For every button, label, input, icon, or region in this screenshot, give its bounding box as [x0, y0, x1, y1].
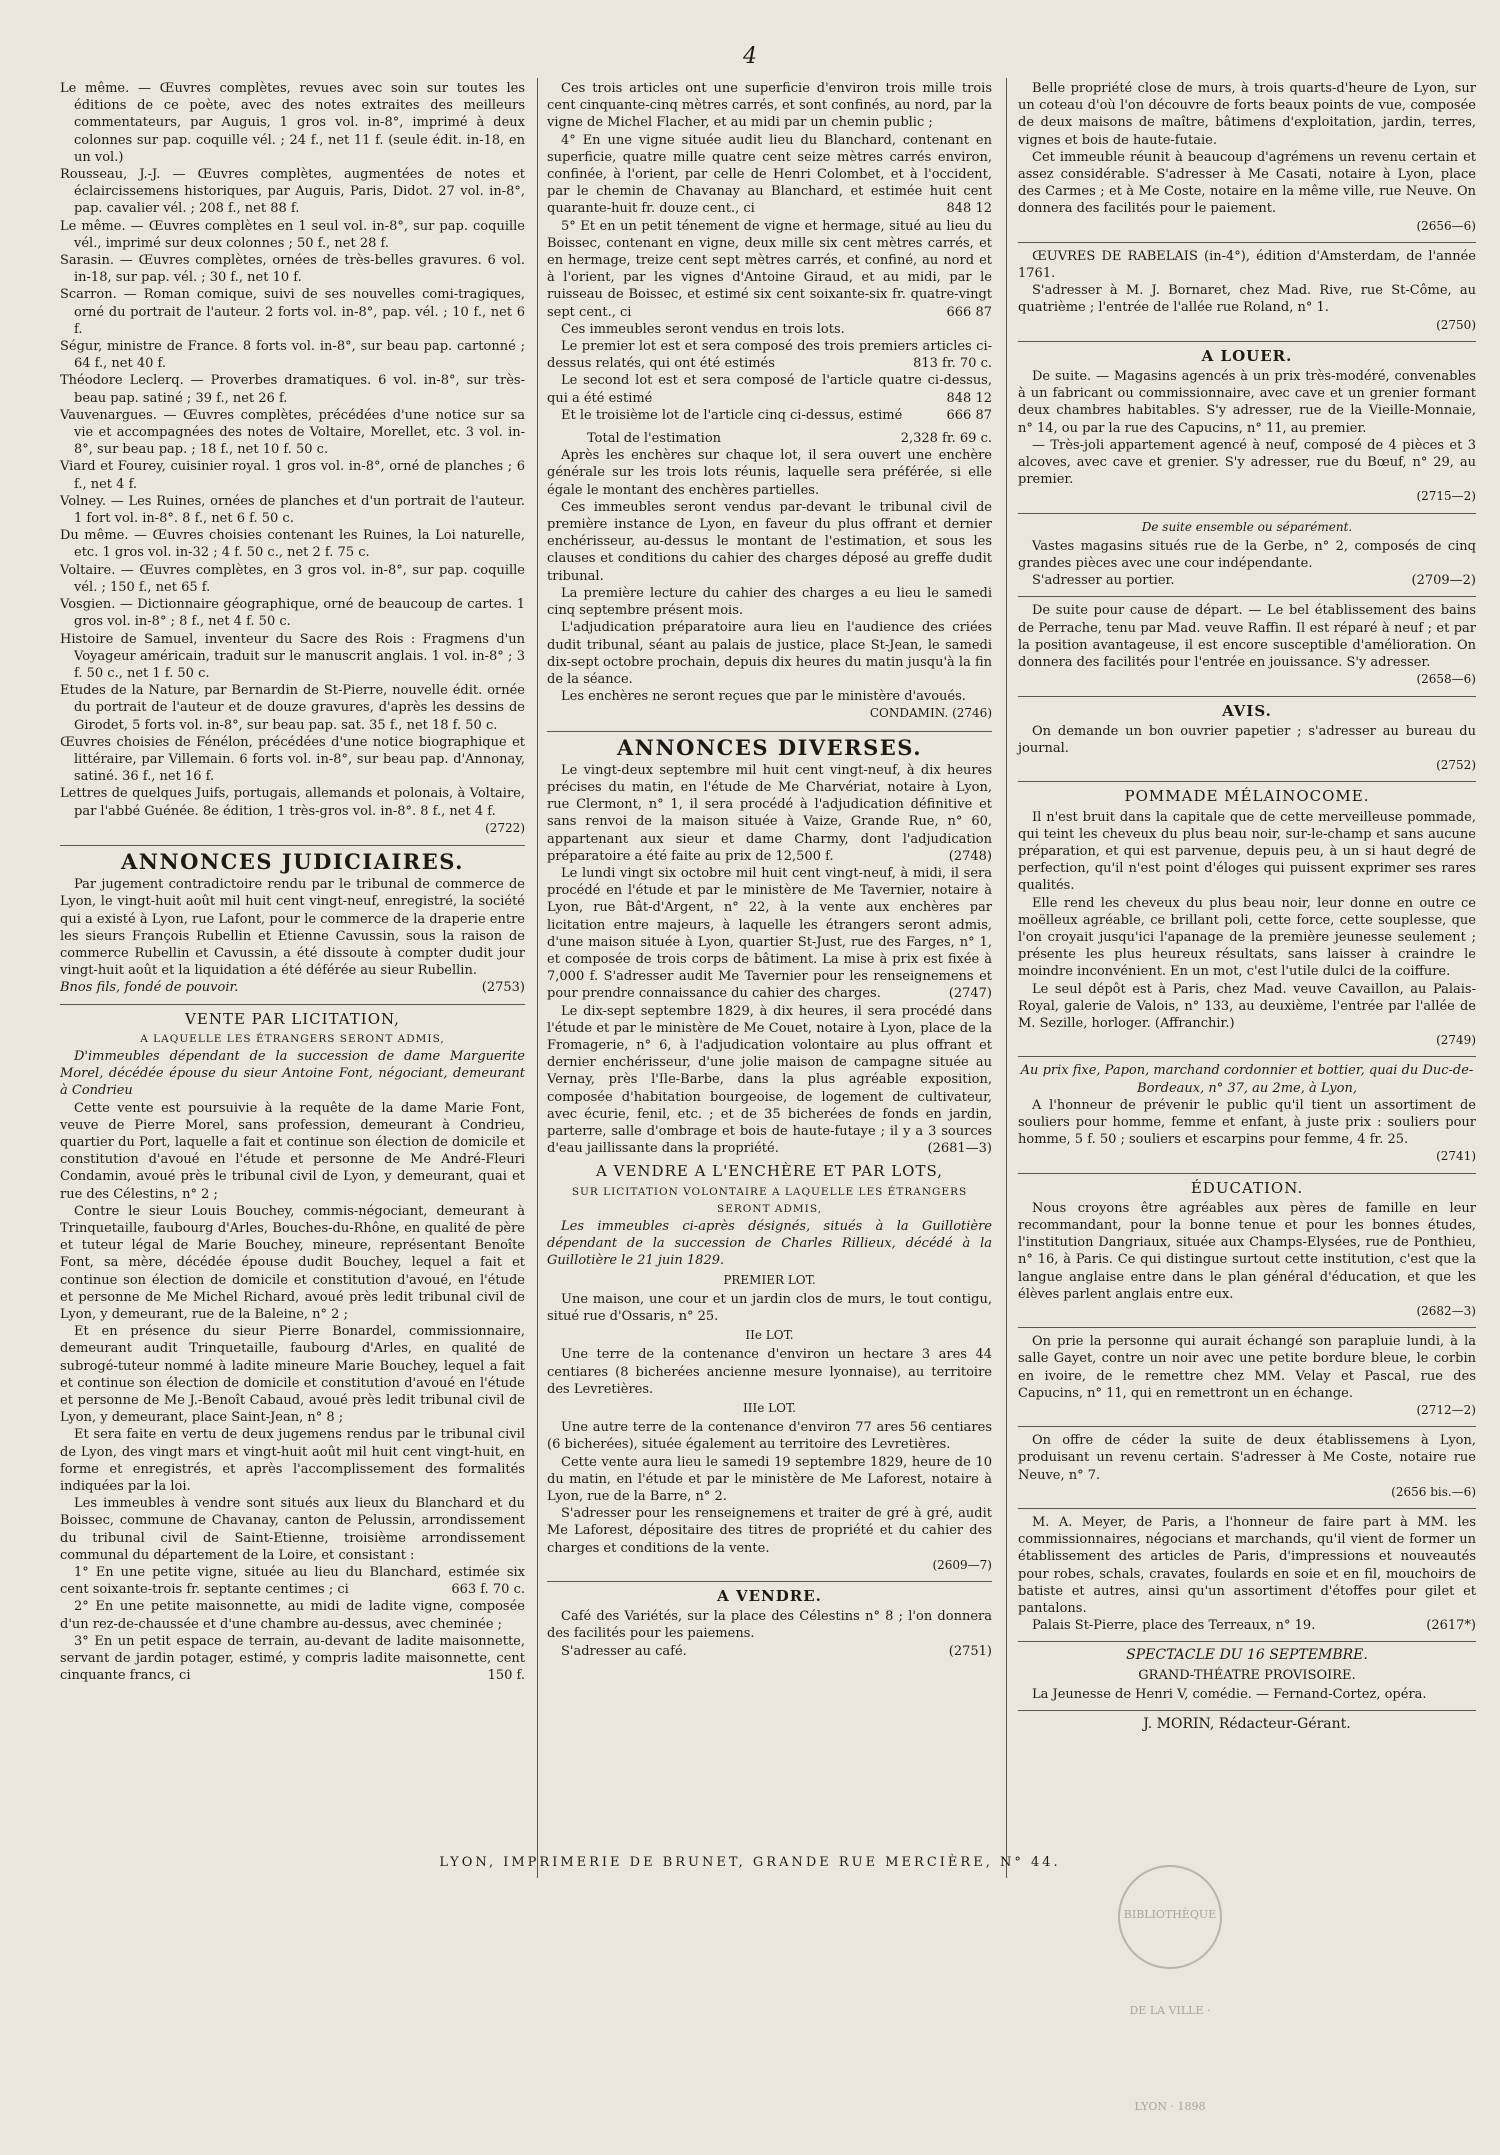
pommade-paragraph: Il n'est bruit dans la capitale que de cette merveilleuse pommade, qui teint les cheveux du plus beau noir, sur-le-champ et sans aucune préparation, et qui est parvenue, depuis peu, à un si haut degré de perfection, qu'il n'est point d'éloges qui puissent exprimer ses rares qualités. [1018, 809, 1476, 894]
rabelais-text2: S'adresser à M. J. Bornaret, chez Mad. Rive, rue St-Côme, au quatrième ; l'entrée de l'allée rue Roland, n° 1. [1018, 283, 1476, 316]
catalogue-ref: (2722) [485, 820, 525, 835]
lot2-text: Une terre de la contenance d'environ un hectare 3 ares 44 centiares (8 bicherées ancienne mesure lyonnaise), au territoire des Levretières. [547, 1347, 992, 1397]
louer3b: S'adresser au portier. [1032, 573, 1175, 589]
louer4: De suite pour cause de départ. — Le bel établissement des bains de Perrache, tenu par Mad. veuve Raffin. Il est réparé à neuf ; et par la position avantageuse, il est encore susceptible d'amélioration. On donnera des facilités pour l'entrée en jouissance. S'y adresser. [1018, 603, 1476, 671]
divider [1018, 1508, 1476, 1509]
catalogue-entry: Sarasin. — Œuvres complètes, ornées de très-belles gravures. 6 vol. in-18, sur pap. vél. ; 30 f., net 10 f. [60, 253, 525, 286]
cession-text: On offre de céder la suite de deux établissemens à Lyon, produisant un revenu certain. S'adresser à Me Coste, notaire rue Neuve, n° 7. [1018, 1433, 1476, 1483]
propriete-text: Belle propriété close de murs, à trois quarts-d'heure de Lyon, sur un coteau d'où l'on découvre de forts beaux points de vue, composée de deux maisons de maître, bâtimens d'exploitation, jardin, terres, vignes et bois de haute-futaie. [1018, 81, 1476, 148]
diverse-annonce-amount: (2681—3) [927, 1141, 992, 1157]
redacteur: J. MORIN, Rédacteur-Gérant. [1143, 1716, 1351, 1733]
catalogue-entry: Théodore Leclerq. — Proverbes dramatiques. 6 vol. in-8°, sur très-beau pap. satiné ; 39 f., net 26 f. [60, 373, 525, 406]
article-amount: 663 f. 70 c. [451, 1582, 525, 1598]
article-text: 1° En une petite vigne, située au lieu du Blanchard, estimée six cent soixante-trois fr. septante centimes ; ci [60, 1565, 525, 1598]
divider [1018, 513, 1476, 514]
jugement-text: Par jugement contradictoire rendu par le tribunal de commerce de Lyon, le vingt-huit août mil huit cent vingt-neuf, enregistré, la société qui a existé à Lyon, rue Lafont, pour le commerce de la draperie entre les sieurs François Rubellin et Etienne Cavussin, sous la raison de commerce Rubellin et Cavussin, a été dissoute à compter dudit jour vingt-huit août et la liquidation a été déférée au sieur Rubellin. [60, 877, 525, 979]
lot3-text: Une autre terre de la contenance d'environ 77 ares 56 centiares (6 bicherées), située également au territoire des Levretières. [547, 1420, 992, 1453]
divider [1018, 242, 1476, 243]
divider [1018, 1056, 1476, 1057]
article [60, 1598, 525, 1632]
parapluie-ref: (2712—2) [1416, 1403, 1476, 1418]
vente-ref: (2746) [952, 706, 992, 721]
divider [1018, 1710, 1476, 1711]
avendre-text2: S'adresser au café. [561, 1643, 687, 1659]
jugement-sig: Bnos fils, fondé de pouvoir. [60, 980, 239, 996]
louer1: De suite. — Magasins agencés à un prix très-modéré, convenables à un fabricant ou commissionnaire, avec cave et un grenier formant deux chambres habitables. S'y adresser, rue de la Vieille-Monnaie, n° 14, ou par la rue des Capucins, n° 11, au premier. [1018, 369, 1476, 436]
vente-sub: A LAQUELLE LES ÉTRANGERS SERONT ADMIS, [140, 1032, 445, 1045]
article [547, 132, 992, 218]
vente-paragraph: Contre le sieur Louis Bouchey, commis-négociant, demeurant à Trinquetaille, faubourg d'Arles, Bouches-du-Rhône, en qualité de père et tuteur légal de Marie Bouchey, mineure, représentant Benoîte Font, sa mère, décédée épouse dudit Bouchey, lequel a fait et continue son élection de domicile et constitution d'avoué, en l'étude et personne de Me Michel Richard, avoué près ledit tribunal civil de Lyon, y demeurant, rue de la Baleine, n° 2 ; [60, 1203, 525, 1323]
article [547, 218, 992, 321]
vente-paragraph: Les immeubles à vendre sont situés aux lieux du Blanchard et du Boissec, commune de Chavanay, canton de Pelussin, arrondissement du tribunal civil de Saint-Etienne, troisième arrondissement communal du département de la Loire, et consistant : [60, 1496, 525, 1563]
spectacle-sub: GRAND-THÉATRE PROVISOIRE. [1138, 1667, 1356, 1683]
divider [1018, 1426, 1476, 1427]
diverse-annonce-amount: (2748) [948, 848, 992, 864]
column-1 [60, 80, 525, 1684]
enchere-ref: (2609—7) [932, 1557, 992, 1572]
article-amount: 666 87 [946, 304, 992, 320]
meyer-ref: (2617*) [1426, 1618, 1476, 1634]
cession-ref: (2656 bis.—6) [1391, 1484, 1476, 1499]
vente-signature [547, 705, 992, 722]
lot-line-amount: 813 fr. 70 c. [913, 356, 992, 372]
avendre-text: Café des Variétés, sur la place des Célestins n° 8 ; l'on donnera des facilités pour les paiemens. [547, 1609, 992, 1642]
imprint-footer: LYON, IMPRIMERIE DE BRUNET, GRANDE RUE MERCIÈRE, N° 44. [439, 1855, 1061, 1870]
enchere-intro: Les immeubles ci-après désignés, situés à la Guillotière dépendant de la succession de Charles Rillieux, décédé à la Guillotière le 21 juin 1829. [547, 1219, 992, 1269]
spectacle-text: La Jeunesse de Henri V, comédie. — Fernand-Cortez, opéra. [1032, 1686, 1427, 1702]
lot-line-text: Et le troisième lot de l'article cinq ci-dessus, estimé [561, 407, 903, 423]
enchere-sub: SUR LICITATION VOLONTAIRE A LAQUELLE LES ÉTRANGERS SERONT ADMIS, [571, 1185, 968, 1215]
pommade-paragraph: Le seul dépôt est à Paris, chez Mad. veuve Cavaillon, au Palais-Royal, galerie de Valois, n° 133, au deuxième, l'entrée par l'allée de M. Sezille, horloger. (Affranchir.) [1018, 981, 1476, 1031]
vente-articles [60, 1564, 525, 1684]
rabelais-text: ŒUVRES DE RABELAIS (in-4°), édition d'Amsterdam, de l'année 1761. [1018, 248, 1476, 282]
enchere-paragraph: Cette vente aura lieu le samedi 19 septembre 1829, heure de 10 du matin, en l'étude et par le ministère de Me Laforest, notaire à Lyon, rue de la Barre, n° 2. [547, 1454, 992, 1505]
estimation-total [547, 430, 992, 447]
lot-line-amount: 666 87 [946, 407, 992, 423]
lot-line [547, 338, 992, 372]
lot-line-text: Ces immeubles seront vendus en trois lots. [561, 321, 845, 337]
vente-paragraph: Et en présence du sieur Pierre Bonardel, commissionnaire, demeurant audit Trinquetaille, faubourg d'Arles, en qualité de subrogé-tuteur nommé à ladite mineure Marie Bouchey, lequel a fait et continue son élection de domicile et constitution d'avoué en l'étude et personne de Me J.-Benoît Cabaud, avoué près ledit tribunal civil de Lyon, y demeurant, place Saint-Jean, n° 8 ; [60, 1324, 525, 1426]
louer4-ref: (2658—6) [1416, 672, 1476, 687]
column-3 [1018, 80, 1476, 1733]
total-value: 2,328 fr. 69 c. [900, 431, 992, 447]
alouer-title: A LOUER. [1201, 346, 1293, 365]
diverse-annonce-text: Le vingt-deux septembre mil huit cent vingt-neuf, à dix heures précises du matin, en l'étude de Me Charvériat, notaire à Lyon, rue Clermont, n° 1, il sera procédé à l'adjudication définitive et sans renvoi de la maison située à Vaize, Grande Rue, n° 60, appartenant aux sieur et dame Charmy, dont l'adjudication préparatoire a été faite au prix de 12,500 f. [547, 762, 992, 864]
louer3-ref: (2709—2) [1411, 573, 1476, 589]
lot1-text: Une maison, une cour et un jardin clos de murs, le tout contigu, situé rue d'Ossaris, n° 25. [547, 1291, 992, 1325]
louer3: Vastes magasins situés rue de la Gerbe, n° 2, composés de cinq grandes pièces avec une cour indépendante. [1018, 538, 1476, 572]
vente-paragraph: Et sera faite en vertu de deux jugemens rendus par le tribunal civil de Lyon, des vingt mars et vingt-huit août mil huit cent vingt-huit, en forme et enregistrés, et après l'accomplissement des formalités indiquées par la loi. [60, 1427, 525, 1495]
diverses-title: ANNONCES DIVERSES. [547, 731, 992, 756]
education-title: ÉDUCATION. [1190, 1178, 1304, 1197]
lot-line-text: Le second lot est et sera composé de l'article quatre ci-dessus, qui a été estimé [547, 373, 992, 406]
lot3-title: IIIe LOT. [743, 1401, 796, 1416]
articles-paragraph: Ces trois articles ont une superficie d'environ trois mille trois cent cinquante-cinq mètres carrés, et sont confinés, au nord, par la vigne de Michel Flacher, et au midi par un chemin public ; [547, 81, 992, 131]
lot-line-text: Le premier lot est et sera composé des trois premiers articles ci-dessus relatés, qui ont été estimés [547, 339, 992, 372]
divider [1018, 1173, 1476, 1174]
enchere-paragraph: S'adresser pour les renseignemens et traiter de gré à gré, audit Me Laforest, dépositaire des titres de propriété et du cahier des charges et conditions de la vente. [547, 1506, 992, 1556]
louer2: — Très-joli appartement agencé à neuf, composé de 4 pièces et 3 alcoves, avec cave et grenier. S'y adresser, rue du Bœuf, n° 29, au premier. [1018, 437, 1476, 488]
vente-title: VENTE PAR LICITATION, [185, 1009, 400, 1028]
condition-paragraph: Après les enchères sur chaque lot, il sera ouvert une enchère générale sur les trois lots réunis, laquelle sera préférée, si elle égale le montant des enchères partielles. [547, 448, 992, 498]
enchere-paragraphs [547, 1454, 992, 1557]
papon-text: A l'honneur de prévenir le public qu'il tient un assortiment de souliers pour homme, femme et enfant, à juste prix : souliers pour homme, 5 f. 50 ; souliers et escarpins pour femme, 4 fr. 25. [1018, 1097, 1476, 1148]
enchere-title: A VENDRE A L'ENCHÈRE ET PAR LOTS, [596, 1162, 943, 1181]
papon-ref: (2741) [1436, 1149, 1476, 1164]
diverse-annonce-text: Le dix-sept septembre 1829, à dix heures, il sera procédé dans l'étude et par le ministère de Me Couet, notaire à Lyon, place de la Fromagerie, n° 6, à l'adjudication volontaire au plus offrant et dernier enchérisseur, d'une jolie maison de campagne située au Vernay, près l'Ile-Barbe, dans la plus agréable exposition, composée d'habitation bourgeoise, de logement de cultivateur, avec écurie, fenil, etc. ; et de 35 bicherées de fonds en jardin, parterre, salle d'ombrage et bois de haute-futaye ; il y a 3 sources d'eau jaillissante dans la propriété. [547, 1003, 992, 1157]
divider [1018, 1327, 1476, 1328]
catalogue-entry: Viard et Fourey, cuisinier royal. 1 gros vol. in-8°, orné de planches ; 6 f., net 4 f. [60, 459, 525, 492]
vente-intro: D'immeubles dépendant de la succession de dame Marguerite Morel, décédée épouse du sieur Antoine Font, négociant, demeurant à Condrieu [60, 1048, 525, 1099]
meyer-text: M. A. Meyer, de Paris, a l'honneur de faire part à MM. les commissionnaires, négocians et marchands, qu'il vient de former un établissement des articles de Paris, d'impressions et nouveautés pour robes, schals, cravates, foulards en soie et en fil, mouchoirs de batiste et autres, ainsi qu'un assortiment d'étoffes pour gilet et pantalons. [1018, 1515, 1476, 1617]
catalogue-entry: Ségur, ministre de France. 8 forts vol. in-8°, sur beau pap. cartonné ; 64 f., net 40 f. [60, 339, 525, 372]
catalogue-entry: Etudes de la Nature, par Bernardin de St-Pierre, nouvelle édit. ornée du portrait de l'auteur et de douze gravures, d'après les dessins de Girodet, 5 forts vol. in-8°, sur beau pap. sat. 35 f., net 18 f. 50 c. [60, 683, 525, 733]
vente-paragraphs [60, 1100, 525, 1564]
divider [1018, 1641, 1476, 1642]
parapluie-text: On prie la personne qui aurait échangé son parapluie lundi, à la salle Gayet, contre un noir avec une petite bordure bleue, le corbin en ivoire, de le remettre chez MM. Velay et Pascal, rue des Capucins, n° 11, qui en remettront un en échange. [1018, 1334, 1476, 1401]
article-text: 3° En un petit espace de terrain, au-devant de ladite maisonnette, servant de jardin potager, estimé, y compris ladite maisonnette, cent cinquante francs, ci [60, 1633, 525, 1684]
avendre-line [547, 1643, 992, 1660]
divider [547, 1581, 992, 1582]
louer2-ref: (2715—2) [1416, 489, 1476, 504]
article-amount: 848 12 [946, 201, 992, 217]
lot-line [547, 372, 992, 406]
catalogue-entry: Œuvres choisies de Fénélon, précédées d'une notice biographique et littéraire, par Villemain. 6 forts vol. in-8°, sur beau pap. d'Annonay, satiné. 36 f., net 16 f. [60, 734, 525, 785]
diverses-list [547, 762, 992, 1158]
divider [1018, 696, 1476, 697]
catalogue-entry: Voltaire. — Œuvres complètes, en 3 gros vol. in-8°, sur pap. coquille vél. ; 150 f., net 65 f. [60, 562, 525, 595]
catalogue-entry: Scarron. — Roman comique, suivi de ses nouvelles comi-tragiques, orné du portrait de l'auteur. 2 forts vol. in-8°, pap. vél. ; 10 f., net 6 f. [60, 287, 525, 337]
papon-head: Au prix fixe, Papon, marchand cordonnier et bottier, quai du Duc-de-Bordeaux, n° 37, au 2me, à Lyon, [1020, 1063, 1474, 1096]
vente-sig: CONDAMIN. [869, 706, 949, 721]
catalogue-entry: Vauvenargues. — Œuvres complètes, précédées d'une notice sur sa vie et accompagnées des notes de Voltaire, Morellet, etc. 3 vol. in-8°, sur beau pap. ; 18 f., net 10 f. 50 c. [60, 407, 525, 458]
meyer-line [1018, 1617, 1476, 1634]
jugement-ref: (2753) [481, 980, 525, 996]
vente-conditions [547, 447, 992, 705]
article-text: 4° En une vigne située audit lieu du Blanchard, contenant en superficie, quatre mille quatre cent seize mètres carrés environ, confinée, à l'orient, par celle de Henri Colombet, et à l'occident, par le chemin de Chavanay au Blanchard, et estimée huit cent quarante-huit fr. douze cent., ci [547, 132, 992, 217]
catalogue-entry: Rousseau, J.-J. — Œuvres complètes, augmentées de notes et éclaircissemens historiques, par Auguis, Paris, Didot. 27 vol. in-8°, pap. cavalier vél. ; 208 f., net 88 f. [60, 167, 525, 217]
article-amount: 150 f. [487, 1668, 525, 1684]
column-rule [537, 78, 538, 1878]
propriete-ref: (2656—6) [1416, 218, 1476, 233]
pommade-ref: (2749) [1436, 1033, 1476, 1048]
condition-paragraph: La première lecture du cahier des charges a eu lieu le samedi cinq septembre présent mois. [547, 585, 992, 619]
article [60, 1564, 525, 1598]
avendre-ref: (2751) [948, 1643, 992, 1659]
total-label: Total de l'estimation [587, 431, 722, 447]
catalogue-entry: Du même. — Œuvres choisies contenant les Ruines, la Loi naturelle, etc. 1 gros vol. in-32 ; 4 f. 50 c., net 2 f. 75 c. [60, 528, 525, 561]
diverse-annonce-text: Le lundi vingt six octobre mil huit cent vingt-neuf, à midi, il sera procédé en l'étude et par le ministère de Me Tavernier, notaire à Lyon, rue Bât-d'Argent, n° 22, à la vente aux enchères par licitation entre majeurs, à laquelle les étrangers seront admis, d'une maison située à Lyon, quartier St-Just, rue des Farges, n° 1, et composée de trois corps de bâtiment. La mise à prix est fixée à 7,000 f. S'adresser audit Me Tavernier pour les renseignemens et pour prendre connaissance du cahier des charges. [547, 865, 992, 1002]
catalogue-entry: Le même. — Œuvres complètes en 1 seul vol. in-8°, sur pap. coquille vél., imprimé sur deux colonnes ; 50 f., net 28 f. [60, 218, 525, 251]
avis-title: AVIS. [1222, 701, 1272, 720]
louer3-line [1018, 572, 1476, 589]
lot2-title: IIe LOT. [745, 1328, 794, 1343]
book-catalogue [60, 80, 525, 820]
lot-line [547, 321, 992, 338]
lot-line-amount: 848 12 [946, 390, 992, 406]
pommade-title: POMMADE MÉLAINOCOME. [1124, 787, 1370, 806]
education-text: Nous croyons être agréables aux pères de famille en leur recommandant, pour la bonne tenue et pour les bonnes études, l'institution Dangriaux, située aux Champs-Elysées, rue de Ponthieu, n° 16, à Paris. Ce qui distingue surtout cette institution, c'est que la langue anglaise entre dans le plan général d'éducation, et que les élèves parlent anglais entre eux. [1018, 1200, 1476, 1302]
pommade-paragraph: Elle rend les cheveux du plus beau noir, leur donne en outre ce moëlleux agréable, ce brillant poli, cette force, cette souplesse, que l'on croyait jusqu'ici l'apanage de la première jeunesse seulement ; présente les plus heureux résultats, sans laisser à craindre le moindre inconvénient. En un mot, c'est l'utile dulci de la coiffure. [1018, 895, 1476, 980]
condition-paragraph: L'adjudication préparatoire aura lieu en l'audience des criées dudit tribunal, séant au palais de justice, place St-Jean, le samedi dix-sept octobre prochain, depuis dix heures du matin jusqu'à la fin de la séance. [547, 620, 992, 687]
vente-articles-continued [547, 132, 992, 321]
avis-text: On demande un bon ouvrier papetier ; s'adresser au bureau du journal. [1018, 723, 1476, 756]
divider [1018, 596, 1476, 597]
article-text: 2° En une petite maisonnette, au midi de ladite vigne, composée d'un rez-de-chaussée et d'une chambre au-dessus, avec cheminée ; [60, 1599, 525, 1632]
divider [60, 1004, 525, 1005]
spectacle-title: SPECTACLE DU 16 SEPTEMBRE. [1126, 1647, 1368, 1664]
condition-paragraph: Ces immeubles seront vendus par-devant le tribunal civil de première instance de Lyon, en faveur du plus offrant et dernier enchérisseur, au-dessus le montant de l'estimation, et sous les clauses et conditions du cahier des charges déposé au greffe dudit tribunal. [547, 499, 992, 584]
catalogue-entry: Volney. — Les Ruines, ornées de planches et d'un portrait de l'auteur. 1 fort vol. in-8°. 8 f., net 6 f. 50 c. [60, 493, 525, 527]
avis-ref: (2752) [1436, 758, 1476, 773]
diverse-annonce-amount: (2747) [948, 986, 992, 1002]
page-number: 4 [743, 44, 757, 69]
diverse-annonce [547, 865, 992, 1003]
article-text: 5° Et en un petit ténement de vigne et hermage, situé au lieu du Boissec, contenant en vigne, deux mille six cent mètres carrés, et en hermage, treize cent sept mètres carrés, et confiné, au nord et à l'orient, par les vignes d'Antoine Giraud, et au midi, par le ruisseau de Boissec, et estimé six cent soixante-six fr. quatre-vingt sept cent., ci [547, 218, 992, 320]
education-ref: (2682—3) [1416, 1304, 1476, 1318]
vente-paragraph: Cette vente est poursuivie à la requête de la dame Marie Font, veuve de Pierre Morel, sans profession, demeurant à Condrieu, quartier du Port, laquelle a fait et continue son élection de domicile et constitution d'avoué en l'étude et personne de Me André-Fleuri Condamin, avoué près le tribunal civil de Lyon, y demeurant, quai et rue des Célestins, n° 2 ; [60, 1100, 525, 1202]
catalogue-entry: Lettres de quelques Juifs, portugais, allemands et polonais, à Voltaire, par l'abbé Guénée. 8e édition, 1 très-gros vol. in-8°. 8 f., net 4 f. [60, 786, 525, 819]
diverse-annonce [547, 762, 992, 865]
catalogue-entry: Histoire de Samuel, inventeur du Sacre des Rois : Fragmens d'un Voyageur américain, traduit sur le manuscrit anglais. 1 vol. in-8° ; 3 f. 50 c., net 1 f. 50 c. [60, 631, 525, 681]
rabelais-ref: (2750) [1436, 317, 1476, 332]
article [60, 1633, 525, 1685]
divider [1018, 781, 1476, 782]
library-stamp: BIBLIOTHÈQUE DE LA VILLE · LYON · 1898 [1118, 1865, 1222, 1969]
divider [1018, 341, 1476, 342]
judiciaires-title: ANNONCES JUDICIAIRES. [60, 845, 525, 870]
column-rule [1006, 78, 1007, 1878]
propriete-text2: Cet immeuble réunit à beaucoup d'agrémens un revenu certain et assez considérable. S'adresser à Me Casati, notaire à Lyon, place des Carmes ; et à Me Coste, notaire en la même ville, rue Neuve. On donnera des facilités pour le paiement. [1018, 149, 1476, 217]
lot-line [547, 407, 992, 424]
avendre-title: A VENDRE. [717, 1587, 822, 1606]
lot1-title: PREMIER LOT. [723, 1272, 816, 1287]
catalogue-entry: Le même. — Œuvres complètes, revues avec soin sur toutes les éditions de ce poète, avec des notes extraites des meilleurs commentateurs, par Auguis, 1 gros vol. in-8°, imprimé à deux colonnes sur pap. coquille vél. ; 24 f., net 11 f. (seule édit. in-18, en un vol.) [60, 81, 525, 165]
meyer-text2: Palais St-Pierre, place des Terreaux, n° 19. [1032, 1618, 1316, 1634]
pommade-paragraphs [1018, 809, 1476, 1033]
catalogue-entry: Vosgien. — Dictionnaire géographique, orné de beaucoup de cartes. 1 gros vol. in-8° ; 8 f., net 4 f. 50 c. [60, 597, 525, 630]
diverse-annonce [547, 1003, 992, 1158]
lots-list [547, 321, 992, 424]
louer3-head: De suite ensemble ou séparément. [1141, 519, 1353, 534]
condition-paragraph: Les enchères ne seront reçues que par le ministère d'avoués. [561, 689, 966, 705]
jugement-signature-line [60, 979, 525, 996]
column-2 [547, 80, 992, 1660]
articles-intro [547, 80, 992, 132]
